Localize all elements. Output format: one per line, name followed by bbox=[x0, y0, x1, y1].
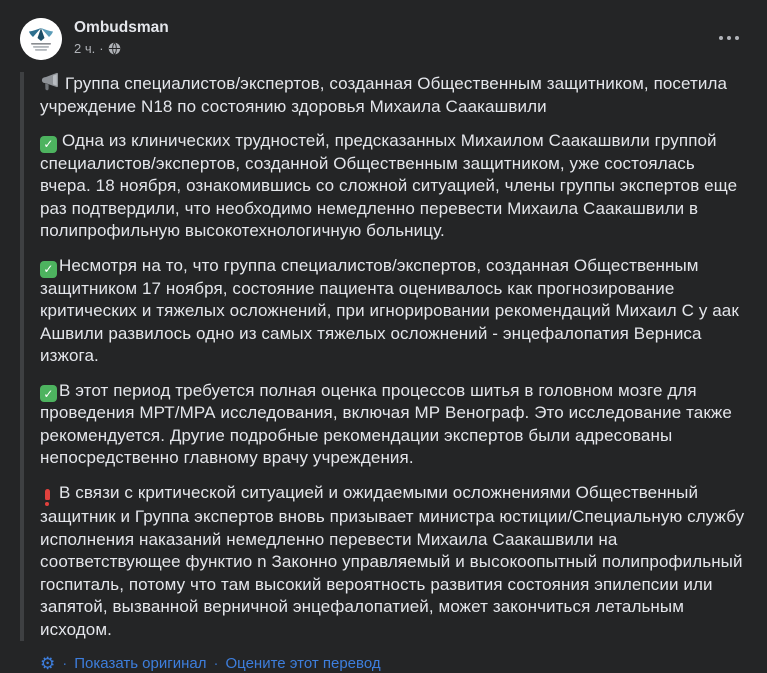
post-paragraph bbox=[40, 482, 745, 642]
post-body bbox=[20, 72, 745, 641]
post-paragraph bbox=[40, 380, 745, 470]
timestamp[interactable]: 2 ч. bbox=[74, 41, 96, 56]
rate-translation-link[interactable]: Оцените этот перевод bbox=[225, 655, 381, 673]
post-header bbox=[0, 0, 767, 66]
paragraph-text: Несмотря на то, что группа специалистов/экспертов, созданная Общественным защитником 17 ноября, состояние пациента оценивалось как прогнозирование критических и тяжелых осложнений, при игнорировании рекомендаций Михаил С у аак Ашвили развилось одно из самых тяжелых осложнений - энцефалопатия Верниса изжога. bbox=[40, 255, 739, 365]
footer-separator: · bbox=[62, 655, 68, 673]
translation-settings-gear-icon[interactable]: ⚙ bbox=[40, 654, 56, 673]
paragraph-text: В этот период требуется полная оценка процессов шитья в головном мозге для проведения МРТ/МРА исследования, включая МР Венограф. Это исследование также рекомендуется. Другие подробные рекомендации экспертов были адресованы непосредственно главному врачу учреждения. bbox=[40, 380, 732, 468]
meta-separator: · bbox=[99, 41, 104, 56]
post-paragraph bbox=[40, 72, 745, 118]
avatar[interactable] bbox=[20, 18, 62, 60]
post-meta-row bbox=[74, 41, 169, 56]
green-check-icon: ✓ bbox=[40, 385, 57, 402]
post-paragraph bbox=[40, 130, 745, 243]
red-exclamation-icon bbox=[40, 488, 54, 506]
author-name[interactable]: Ombudsman bbox=[74, 19, 169, 36]
megaphone-icon bbox=[40, 72, 60, 91]
paragraph-text: Одна из клинических трудностей, предсказанных Михаилом Саакашвили группой специалистов/экспертов, созданной Общественным защитником, уже состоялась вчера. 18 ноября, ознакомившись со сложной ситуацией, члены группы экспертов еще раз подтвердили, что необходимо немедленно перевести Михаила Саакашвили в полипрофильную высокотехнологичную больницу. bbox=[40, 131, 738, 241]
green-check-icon: ✓ bbox=[40, 136, 57, 153]
show-original-link[interactable]: Показать оригинал bbox=[74, 655, 207, 673]
green-check-icon: ✓ bbox=[40, 261, 57, 278]
header-meta bbox=[74, 18, 169, 56]
paragraph-text: В связи с критической ситуацией и ожидаемыми осложнениями Общественный защитник и Группа экспертов вновь призывает министра юстиции/Специальную службу исполнения наказаний немедленно перевести Михаила Саакашвили на соответствующее функтио n Законно управляемый и высокоопытный полипрофильный госпиталь, потому что там высокий вероятность развития состояния эпилепсии или запятой, вызванной верничной энцефалопатией, может закончиться летальным исходом. bbox=[40, 482, 745, 639]
post-options-button[interactable] bbox=[713, 30, 745, 46]
post-paragraph bbox=[40, 255, 745, 368]
footer-separator: · bbox=[213, 655, 219, 673]
translation-footer bbox=[40, 655, 745, 672]
paragraph-text: Группа специалистов/экспертов, созданная Общественным защитником, посетила учреждение N18 по состоянию здоровья Михаила Саакашвили bbox=[40, 74, 728, 116]
globe-privacy-icon bbox=[108, 42, 121, 55]
ombudsman-logo-icon bbox=[20, 18, 62, 60]
